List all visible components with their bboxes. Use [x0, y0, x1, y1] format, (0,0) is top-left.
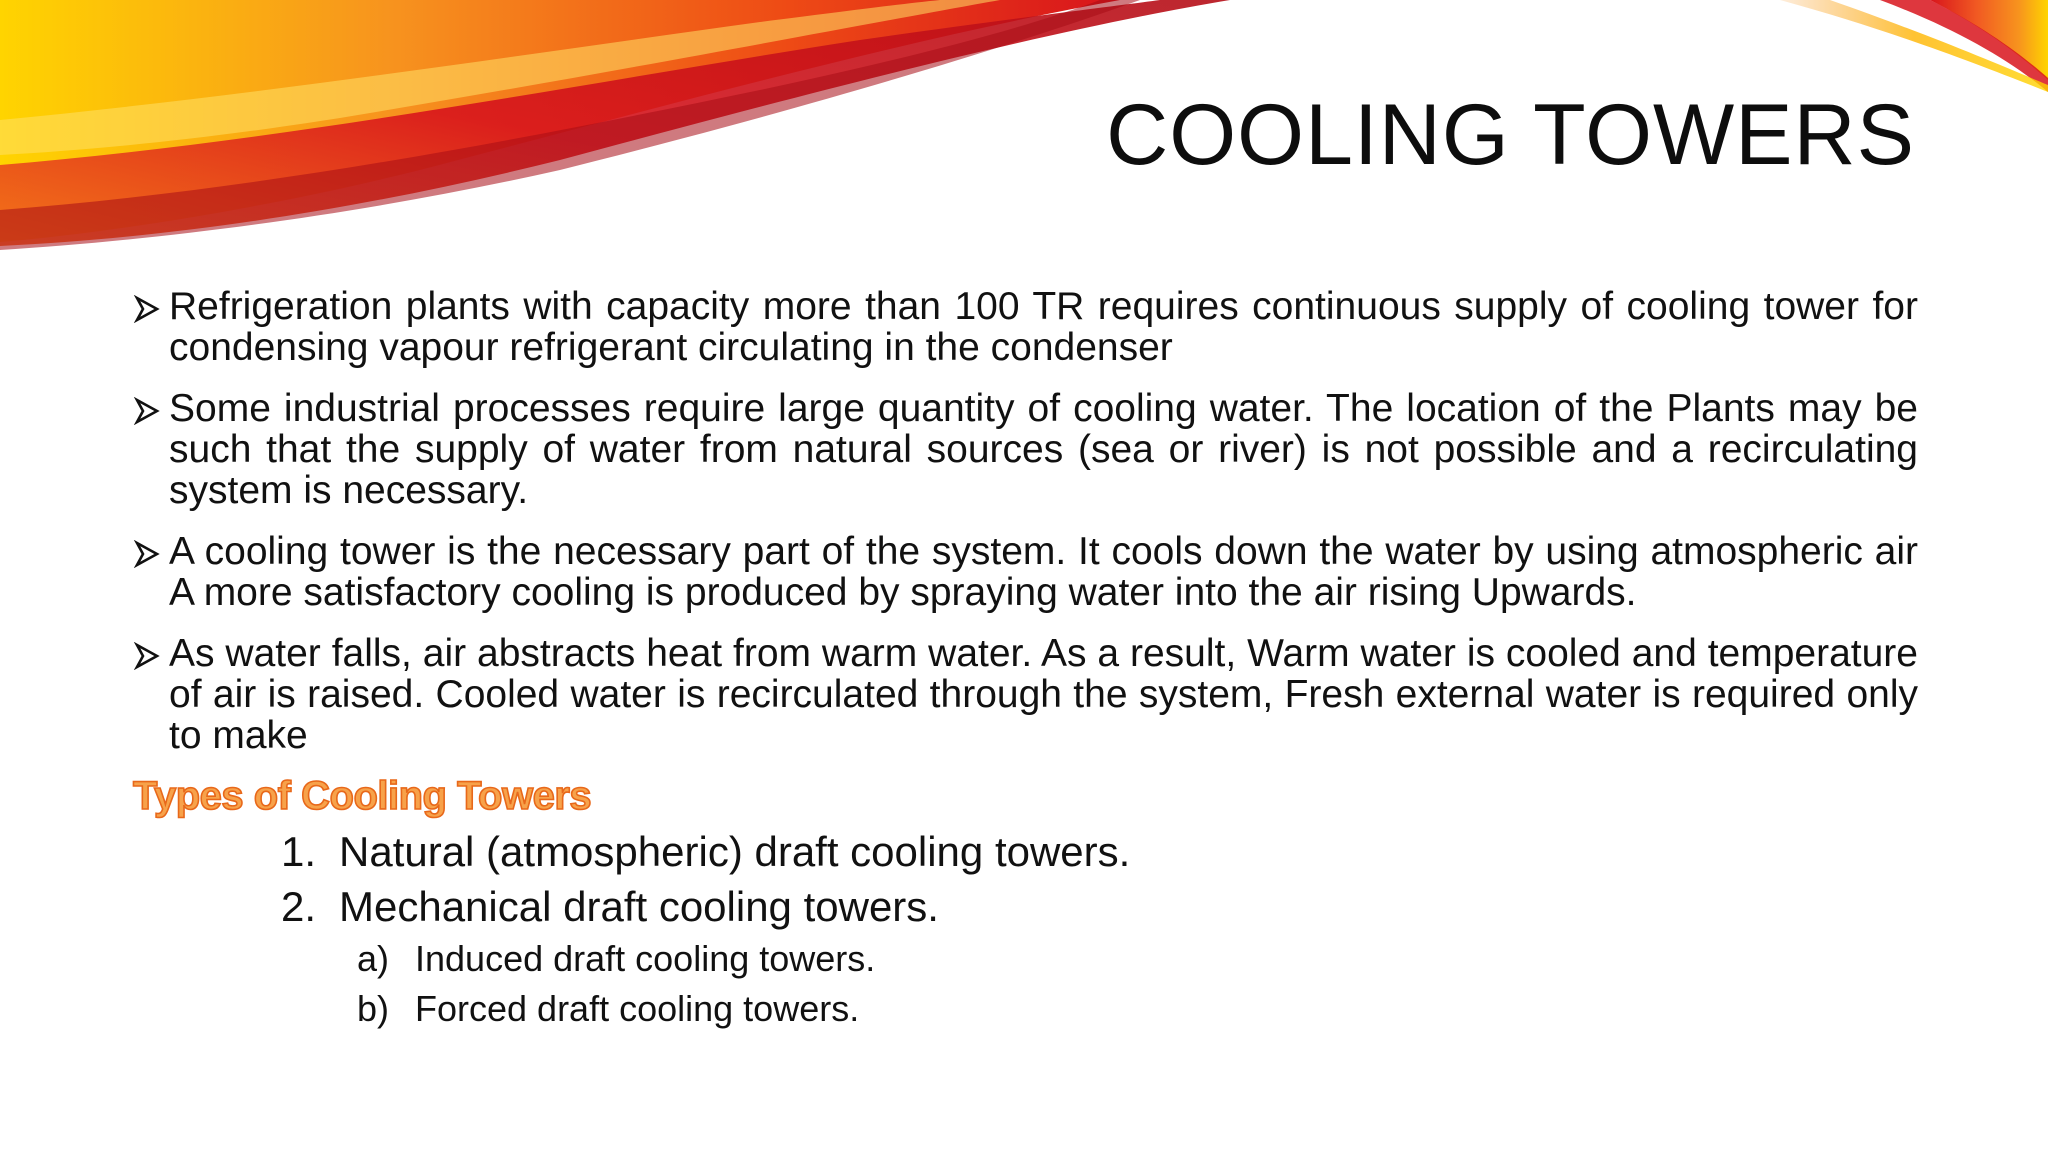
list-item	[281, 824, 1918, 879]
bullet-text: A cooling tower is the necessary part of the system. It cools down the water by using atmospheric air A more satisfactory cooling is produced by spraying water into the air rising Upwards.	[169, 530, 1918, 614]
sub-list-item	[357, 984, 1918, 1034]
bullet-text: Refrigeration plants with capacity more than 100 TR requires continuous supply of cooling tower for condensing vapour refrigerant circulating in the condenser	[169, 285, 1918, 369]
sub-list-item	[357, 934, 1918, 984]
types-list	[133, 824, 1918, 1034]
bullet-item	[133, 531, 1918, 613]
list-number: 1.	[281, 828, 317, 875]
sub-list	[281, 934, 1918, 1034]
arrowhead-bullet-icon	[133, 397, 169, 425]
list-item-label: Natural (atmospheric) draft cooling towers.	[339, 828, 1131, 875]
page-title: COOLING TOWERS	[1106, 87, 1915, 183]
bullet-text: As water falls, air abstracts heat from warm water. As a result, Warm water is cooled and temperature of air is raised. Cooled water is recirculated through the system, Fresh external water is required only to make	[169, 632, 1918, 757]
list-item	[281, 879, 1918, 934]
list-item-label: Mechanical draft cooling towers.	[339, 883, 939, 930]
arrowhead-bullet-icon	[133, 295, 169, 323]
bullet-text: Some industrial processes require large quantity of cooling water. The location of the Plants may be such that the supply of water from natural sources (sea or river) is not possible and a recirculating system is necessary.	[169, 387, 1918, 512]
bullet-item	[133, 388, 1918, 511]
arrowhead-bullet-icon	[133, 642, 169, 670]
sub-list-label: Forced draft cooling towers.	[415, 988, 860, 1029]
sub-list-letter: b)	[357, 988, 390, 1029]
list-number: 2.	[281, 883, 317, 930]
bullet-item	[133, 633, 1918, 756]
sub-list-label: Induced draft cooling towers.	[415, 938, 876, 979]
bullet-item	[133, 286, 1918, 368]
arrowhead-bullet-icon	[133, 540, 169, 568]
types-heading: Types of Cooling Towers	[133, 774, 592, 818]
slide-content	[133, 286, 1918, 1034]
bullet-list	[133, 286, 1918, 756]
sub-list-container	[281, 934, 1918, 1034]
sub-list-letter: a)	[357, 938, 390, 979]
